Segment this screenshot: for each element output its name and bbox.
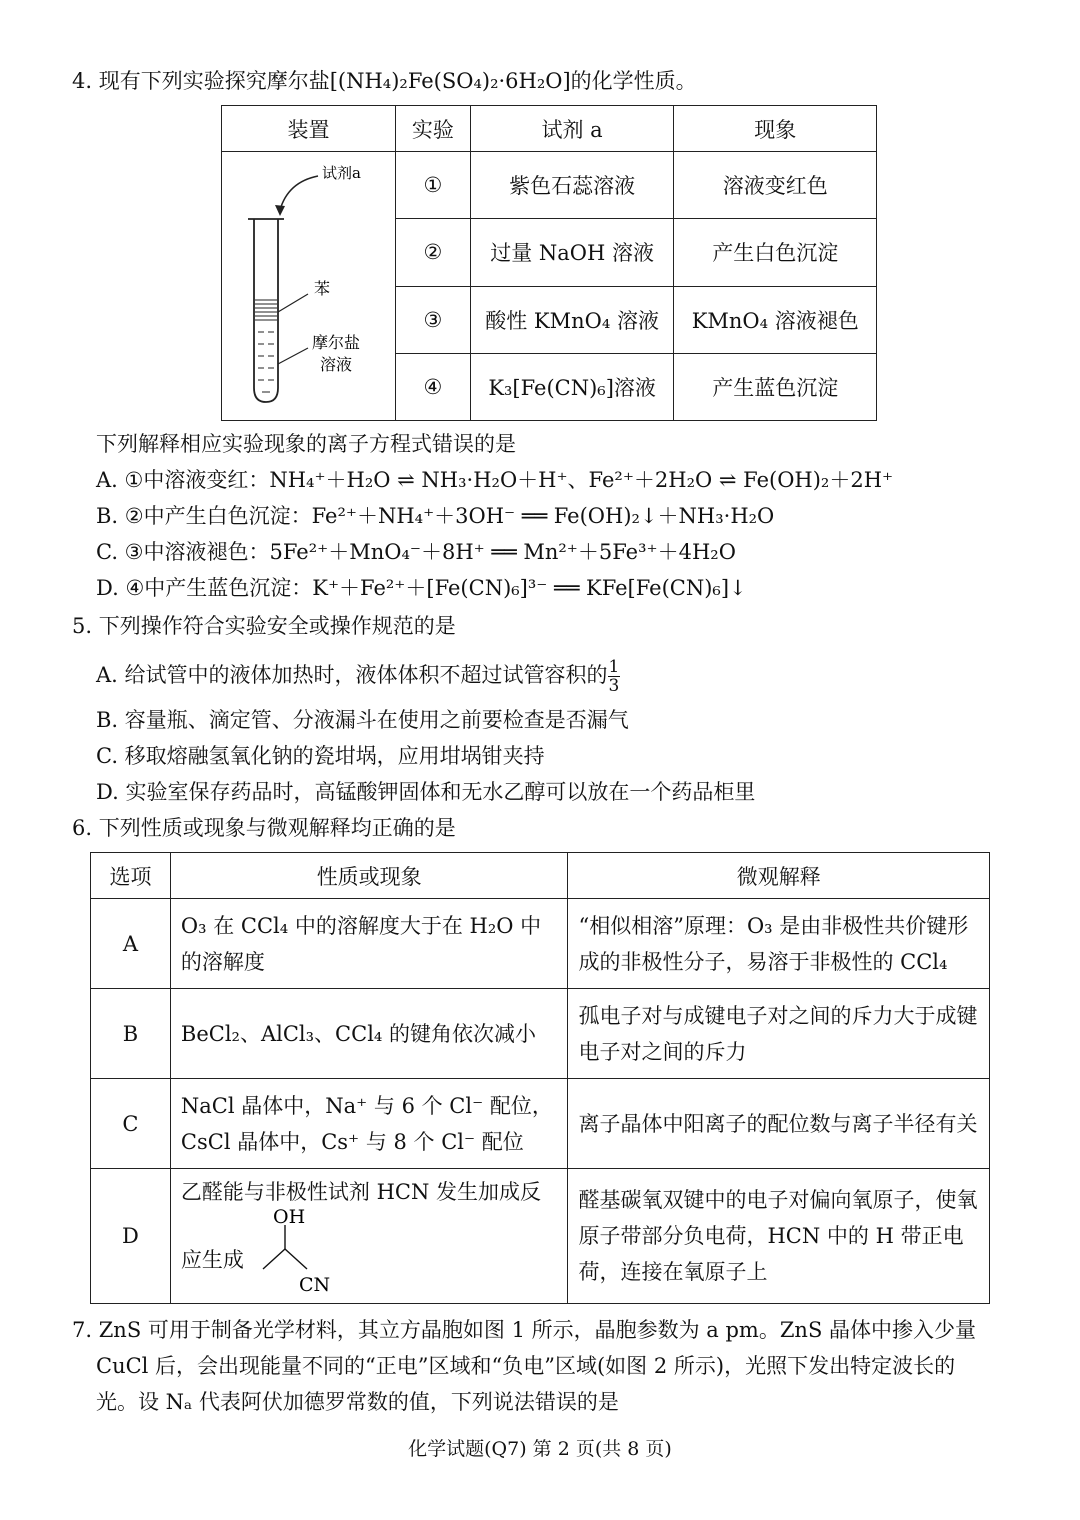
q4-row4-reagent: K₃[Fe(CN)₆]溶液: [470, 353, 674, 420]
q5-option-a: [96, 658, 620, 695]
q5-option-b: B. 容量瓶、滴定管、分液漏斗在使用之前要检查是否漏气: [96, 708, 629, 732]
q4-option-a: A. ①中溶液变红：NH₄⁺＋H₂O ⇌ NH₃·H₂O＋H⁺、Fe²⁺＋2H₂O ⇌ Fe(OH)₂＋2H⁺: [96, 468, 894, 492]
q4-header-phenomenon: 现象: [674, 106, 877, 152]
fraction-denominator: 3: [608, 676, 620, 696]
q6-stem: 6. 下列性质或现象与微观解释均正确的是: [72, 816, 456, 840]
label-salt-1: 摩尔盐: [312, 333, 361, 352]
q4-row1-reagent: 紫色石蕊溶液: [470, 152, 674, 219]
page-footer: 化学试题(Q7) 第 2 页(共 8 页): [408, 1438, 672, 1460]
q4-row1-phenomenon: 溶液变红色: [674, 152, 877, 219]
q7-line1: 7. ZnS 可用于制备光学材料，其立方晶胞如图 1 所示，晶胞参数为 a pm。ZnS 晶体中掺入少量: [72, 1318, 977, 1342]
q6-row-d-property-line2: 应生成: [180, 1248, 244, 1272]
q4-header-experiment: 实验: [395, 106, 470, 152]
q6-row-d-property-line1: 乙醛能与非极性试剂 HCN 发生加成反: [180, 1180, 542, 1204]
q4-row3-reagent: 酸性 KMnO₄ 溶液: [470, 286, 674, 353]
q6-header-option: 选项: [91, 853, 171, 899]
q6-row-d-explanation: 醛基碳氧双键中的电子对偏向氧原子，使氧原子带部分负电荷，HCN 中的 H 带正电荷，连接在氧原子上: [568, 1169, 990, 1304]
q4-header-apparatus: 装置: [222, 106, 396, 152]
test-tube-diagram: [222, 152, 394, 420]
cyanohydrin-structure: [247, 1207, 337, 1297]
solution-layer: [258, 332, 274, 392]
q4-row3-phenomenon: KMnO₄ 溶液褪色: [674, 286, 877, 353]
q6-row-d-option: D: [91, 1169, 171, 1304]
label-salt-2: 溶液: [320, 355, 353, 374]
q6-row-b-option: B: [91, 989, 171, 1079]
structure-oh: OH: [272, 1207, 306, 1228]
q4-row2-phenomenon: 产生白色沉淀: [674, 219, 877, 286]
q4-row4-phenomenon: 产生蓝色沉淀: [674, 353, 877, 420]
q7-line3: 光。设 Nₐ 代表阿伏加德罗常数的值，下列说法错误的是: [96, 1390, 619, 1414]
q6-row-d-structure-block: [181, 1207, 558, 1299]
label-reagent-a: 试剂a: [322, 164, 361, 182]
q5-option-c: C. 移取熔融氢氧化钠的瓷坩埚，应用坩埚钳夹持: [96, 744, 545, 768]
q4-row4-id: ④: [395, 353, 470, 420]
structure-cn: CN: [298, 1274, 331, 1296]
q4-row2-id: ②: [395, 219, 470, 286]
test-tube-icon: [248, 219, 284, 402]
q4-apparatus-cell: [222, 152, 396, 421]
q6-header-property: 性质或现象: [170, 853, 568, 899]
q7-line2: CuCl 后，会出现能量不同的“正电”区域和“负电”区域(如图 2 所示)，光照下发出特定波长的: [96, 1354, 956, 1378]
q6-row-c-option: C: [91, 1079, 171, 1169]
q6-row-c-property: NaCl 晶体中，Na⁺ 与 6 个 Cl⁻ 配位，CsCl 晶体中，Cs⁺ 与 8 个 Cl⁻ 配位: [170, 1079, 568, 1169]
q4-header-reagent: 试剂 a: [470, 106, 674, 152]
q4-row2-reagent: 过量 NaOH 溶液: [470, 219, 674, 286]
fraction-one-third: [608, 658, 621, 695]
q5-stem: 5. 下列操作符合实验安全或操作规范的是: [72, 614, 456, 638]
q6-header-explanation: 微观解释: [568, 853, 990, 899]
q6-row-b-explanation: 孤电子对与成键电子对之间的斥力大于成键电子对之间的斥力: [568, 989, 990, 1079]
label-benzene: 苯: [314, 279, 331, 298]
q6-row-a-property: O₃ 在 CCl₄ 中的溶解度大于在 H₂O 中的溶解度: [170, 899, 568, 989]
q4-option-c: C. ③中溶液褪色：5Fe²⁺＋MnO₄⁻＋8H⁺ ══ Mn²⁺＋5Fe³⁺＋4H₂O: [96, 540, 736, 564]
q6-row-c-explanation: 离子晶体中阳离子的配位数与离子半径有关: [568, 1079, 990, 1169]
fraction-numerator: 1: [608, 657, 620, 677]
q6-row-d-property: [170, 1169, 568, 1304]
q4-option-d: D. ④中产生蓝色沉淀：K⁺＋Fe²⁺＋[Fe(CN)₆]³⁻ ══ KFe[Fe(CN)₆]↓: [96, 576, 747, 600]
q5-option-d: D. 实验室保存药品时，高锰酸钾固体和无水乙醇可以放在一个药品柜里: [96, 780, 756, 804]
q4-row1-id: ①: [395, 152, 470, 219]
q4-question: 下列解释相应实验现象的离子方程式错误的是: [96, 432, 516, 456]
q4-stem: 4. 现有下列实验探究摩尔盐[(NH₄)₂Fe(SO₄)₂·6H₂O]的化学性质。: [72, 69, 697, 93]
q4-table: [221, 105, 877, 421]
q6-row-a-option: A: [91, 899, 171, 989]
q6-table: [90, 852, 990, 1304]
q4-option-b: B. ②中产生白色沉淀：Fe²⁺＋NH₄⁺＋3OH⁻ ══ Fe(OH)₂↓＋NH₃·H₂O: [96, 504, 775, 528]
q4-row3-id: ③: [395, 286, 470, 353]
reagent-arrow: [280, 176, 318, 210]
arrow-head-icon: [275, 205, 285, 216]
q6-row-b-property: BeCl₂、AlCl₃、CCl₄ 的键角依次减小: [170, 989, 568, 1079]
q5-option-a-text: A. 给试管中的液体加热时，液体体积不超过试管容积的: [96, 663, 608, 687]
q6-row-a-explanation: “相似相溶”原理：O₃ 是由非极性共价键形成的非极性分子，易溶于非极性的 CCl₄: [568, 899, 990, 989]
